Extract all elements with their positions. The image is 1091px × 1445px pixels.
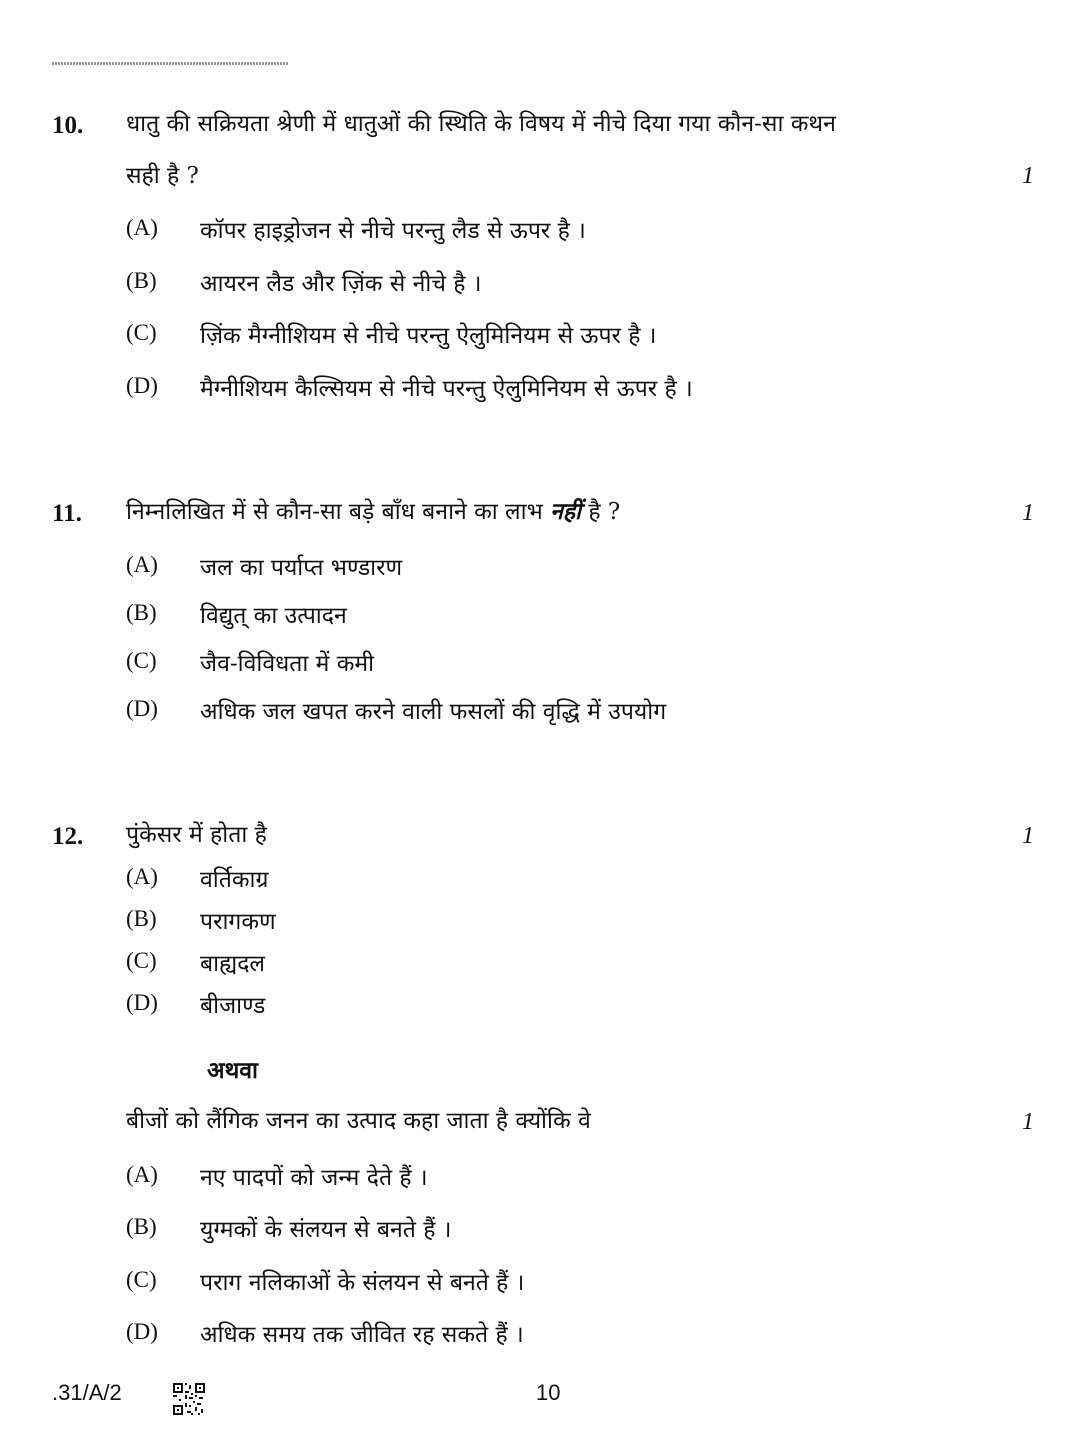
option-text: पराग नलिकाओं के संलयन से बनते हैं । [200,1270,525,1296]
question-number: 12. [52,823,84,850]
question-text: धातु की सक्रियता श्रेणी में धातुओं की स्थिति के विषय में नीचे दिया गया कौन-सा कथन [126,111,836,137]
question-text-part: है ? [581,499,621,525]
option-letter: (A) [126,1162,158,1187]
option-letter: (C) [126,648,157,673]
option-text: बाह्यदल [200,951,265,977]
header-barcode-strip [52,62,288,65]
option-text: कॉपर हाइड्रोजन से नीचे परन्तु लैड से ऊपर है । [200,218,586,244]
marks: 1 [1022,163,1034,189]
marks: 1 [1022,500,1034,526]
option-text: युग्मकों के संलयन से बनते हैं । [200,1217,452,1243]
option-letter: (B) [126,906,157,931]
qr-code-icon [172,1382,206,1416]
question-number: 11. [52,500,82,527]
option-letter: (C) [126,1267,157,1292]
question-number: 10. [52,112,84,139]
option-text: अधिक जल खपत करने वाली फसलों की वृद्धि में उपयोग [200,699,667,725]
option-letter: (A) [126,215,158,240]
option-text: नए पादपों को जन्म देते हैं । [200,1165,428,1191]
option-letter: (D) [126,373,158,398]
option-text: जैव-विविधता में कमी [200,651,375,677]
question-text [126,498,620,526]
option-letter: (B) [126,600,157,625]
option-letter: (A) [126,552,158,577]
option-text: अधिक समय तक जीवित रह सकते हैं । [200,1322,524,1348]
option-text: आयरन लैड और ज़िंक से नीचे है । [200,271,482,297]
option-letter: (C) [126,320,157,345]
marks: 1 [1022,823,1034,849]
question-text-alternate: बीजों को लैंगिक जनन का उत्पाद कहा जाता है क्योंकि वे [126,1108,591,1134]
page-number: 10 [536,1380,561,1405]
option-letter: (A) [126,864,158,889]
option-letter: (D) [126,1319,158,1344]
option-letter: (B) [126,1214,157,1239]
option-text: ज़िंक मैग्नीशियम से नीचे परन्तु ऐलुमिनियम से ऊपर है । [200,323,657,349]
option-text: बीजाण्ड [200,993,266,1019]
option-letter: (B) [126,268,157,293]
question-text-continued: सही है ? [126,163,199,189]
option-text: मैग्नीशियम कैल्सियम से नीचे परन्तु ऐलुमिनियम से ऊपर है । [200,376,693,402]
paper-code: .31/A/2 [52,1380,122,1405]
option-letter: (D) [126,990,158,1015]
option-text: परागकण [200,909,276,935]
marks: 1 [1022,1109,1034,1135]
option-letter: (D) [126,696,158,721]
option-text: जल का पर्याप्त भण्डारण [200,555,403,581]
question-text: पुंकेसर में होता है [126,822,267,848]
or-label: अथवा [207,1057,259,1084]
question-text-part: निम्नलिखित में से कौन-सा बड़े बाँध बनाने का लाभ [126,499,551,525]
emphasis-word: नहीं [550,498,582,525]
option-text: विद्युत् का उत्पादन [200,603,347,629]
option-text: वर्तिकाग्र [200,867,269,893]
option-letter: (C) [126,948,157,973]
